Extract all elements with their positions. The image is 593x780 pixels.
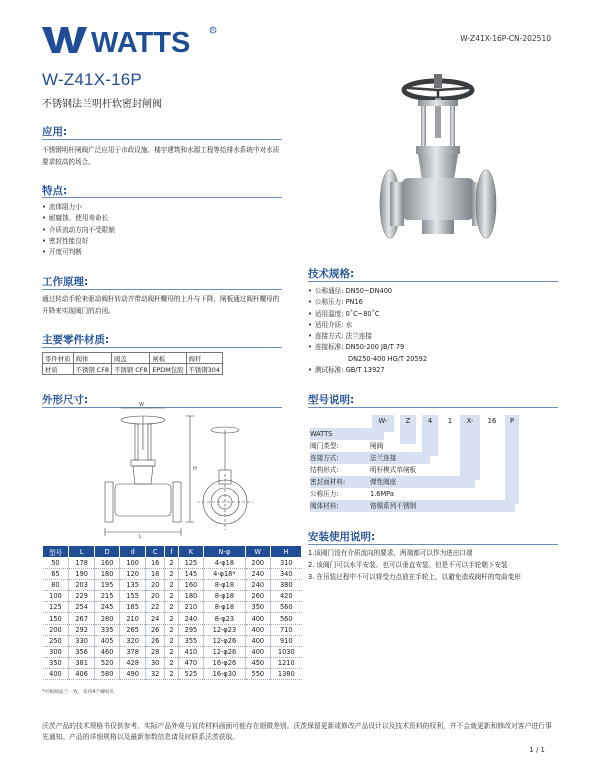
dimensions-cell: 490 <box>120 668 146 679</box>
dimensions-cell: 145 <box>178 569 204 580</box>
dimensions-cell: 125 <box>178 558 204 569</box>
materials-header-row <box>43 353 223 364</box>
dimensions-cell: 267 <box>69 613 95 624</box>
dimensions-header-row <box>43 546 302 558</box>
dimensions-cell: 1030 <box>271 646 302 657</box>
dimensions-cell: 120 <box>120 569 146 580</box>
dimensions-cell: 180 <box>178 591 204 602</box>
materials-cell: 零件材质 <box>43 353 74 364</box>
dimensions-cell: 400 <box>245 646 271 657</box>
dimensions-cell: 400 <box>245 624 271 635</box>
install-item: 2. 该阀门可以水平安装、也可以垂直安装。但是不可以手轮朝下安装 <box>308 561 508 569</box>
dimensions-row <box>43 580 302 591</box>
dimension-drawing <box>95 402 255 540</box>
dimensions-cell: 203 <box>69 580 95 591</box>
dimensions-cell: 320 <box>120 635 146 646</box>
dimensions-body <box>43 558 302 680</box>
model-row-seal: 密封面材料: 弹性阀座 <box>310 478 397 486</box>
materials-cell: 不锈钢304 <box>186 364 222 375</box>
materials-cell: 不锈钢 CF8 <box>73 364 111 375</box>
dimensions-cell: 265 <box>120 624 146 635</box>
dimensions-cell: 356 <box>69 646 95 657</box>
dimensions-cell: 335 <box>94 624 120 635</box>
spec-item: DN250-400 HG/T 20592 <box>348 354 428 363</box>
dimensions-cell: 2 <box>165 624 178 635</box>
dimensions-cell: 280 <box>94 613 120 624</box>
dim-col-header: N-φ <box>204 546 245 558</box>
dimensions-cell: 560 <box>271 602 302 613</box>
install-rule <box>308 544 558 545</box>
specs-heading: 技术规格: <box>308 268 355 280</box>
dimensions-cell: 32 <box>145 668 164 679</box>
dimensions-heading: 外形尺寸: <box>42 394 89 406</box>
dimensions-cell: 150 <box>43 613 69 624</box>
dimensions-cell: 80 <box>43 580 69 591</box>
dimensions-cell: 400 <box>245 635 271 646</box>
feature-item: • 开度可判断 <box>42 247 115 258</box>
dimensions-cell: 8-φ18 <box>204 591 245 602</box>
dimensions-cell: 378 <box>120 646 146 657</box>
dimensions-cell: 550 <box>245 668 271 679</box>
dimensions-cell: 350 <box>245 602 271 613</box>
dim-col-header: H <box>271 546 302 558</box>
dimensions-cell: 410 <box>178 646 204 657</box>
materials-cell: 阀盖 <box>111 353 149 364</box>
dimensions-cell: 1210 <box>271 657 302 668</box>
dimensions-cell: 190 <box>69 569 95 580</box>
dim-col-header: K <box>178 546 204 558</box>
model-code-p: P <box>505 415 519 428</box>
dimensions-row <box>43 635 302 646</box>
features-rule <box>42 197 282 198</box>
dimensions-row <box>43 646 302 657</box>
dimensions-cell: 4-φ18 <box>204 558 245 569</box>
valve-product-image <box>378 70 498 250</box>
svg-text:W: W <box>139 402 144 408</box>
model-code-1: 1 <box>447 417 453 425</box>
dimensions-cell: 470 <box>178 657 204 668</box>
dimensions-cell: 300 <box>43 646 69 657</box>
dimensions-cell: 12-φ23 <box>204 624 245 635</box>
application-text: 不锈钢明杆闸阀广泛应用于市政设施、楼宇建筑和水源工程等给排水系统中对水质要求较高的场合。 <box>42 146 280 166</box>
dimensions-row <box>43 602 302 613</box>
dimensions-cell: 100 <box>120 558 146 569</box>
dimensions-row <box>43 657 302 668</box>
dimensions-cell: 2 <box>165 569 178 580</box>
model-row-body-material: 阀体材料: 铬镍系列不锈钢 <box>310 502 417 510</box>
dimensions-cell: 520 <box>94 657 120 668</box>
working-heading: 工作原理: <box>42 276 89 288</box>
dimensions-cell: 2 <box>165 668 178 679</box>
model-heading: 型号说明: <box>308 394 355 406</box>
dimensions-cell: 200 <box>43 624 69 635</box>
dimensions-cell: 215 <box>94 591 120 602</box>
model-code-16: 16 <box>487 417 497 425</box>
dimensions-cell: 460 <box>94 646 120 657</box>
dimensions-cell: 28 <box>145 646 164 657</box>
dimensions-cell: 16-φ26 <box>204 657 245 668</box>
dimensions-cell: 560 <box>271 613 302 624</box>
dimensions-cell: 50 <box>43 558 69 569</box>
dimensions-cell: 330 <box>69 635 95 646</box>
dimensions-cell: 428 <box>120 657 146 668</box>
dimensions-cell: 525 <box>178 668 204 679</box>
dimensions-cell: 400 <box>245 613 271 624</box>
model-code-x: X- <box>460 415 480 428</box>
dimensions-row <box>43 668 302 679</box>
dim-col-header: 型号 <box>43 546 69 558</box>
spec-item: • 适用温度: 0˚C~80˚C <box>308 309 427 320</box>
spec-item: • 测试标准: GB/T 13927 <box>308 365 427 376</box>
dimensions-cell: 2 <box>165 657 178 668</box>
dimensions-cell: 580 <box>94 668 120 679</box>
dimensions-cell: 2 <box>165 613 178 624</box>
dimensions-table <box>42 545 302 680</box>
install-item: 3. 在吊装过程中不可以将受力点放在手轮上，以避免造成阀杆的弯曲变形 <box>308 573 521 581</box>
dim-col-header: W <box>245 546 271 558</box>
svg-text:WATTS: WATTS <box>91 27 191 59</box>
model-code-z: Z <box>400 415 416 428</box>
dimensions-cell: 160 <box>94 558 120 569</box>
dimensions-cell: 2 <box>165 635 178 646</box>
document-code: W-Z41X-16P-CN-202510 <box>460 34 551 43</box>
dimensions-cell: 185 <box>120 602 146 613</box>
dimensions-cell: 310 <box>271 558 302 569</box>
dimensions-cell: 65 <box>43 569 69 580</box>
dimensions-cell: 125 <box>43 602 69 613</box>
specs-rule <box>308 281 558 282</box>
footer-disclaimer: 沃茨产品的技术规格书仅供参考。实际产品外观与宣传材料画面可能存在细微差别。沃茨保留更新或修改产品设计以及技术资料的权利，并不会就更新和修改对客户进行事先通知。产品的详细规格以及最新参数信息请及时联系沃茨获取。 <box>42 722 552 741</box>
feature-item: • 耐腐蚀、使用寿命长 <box>42 213 115 224</box>
dimensions-cell: 420 <box>271 591 302 602</box>
model-row-brand: WATTS <box>310 430 333 438</box>
materials-heading: 主要零件材质: <box>42 334 110 346</box>
dimensions-cell: 210 <box>178 602 204 613</box>
svg-text:R: R <box>211 27 215 33</box>
dimensions-cell: 16-φ30 <box>204 668 245 679</box>
page-number: 1 / 1 <box>529 746 545 754</box>
dim-col-header: D <box>94 546 120 558</box>
svg-text:L: L <box>139 534 142 540</box>
model-code-4: 4 <box>422 415 438 428</box>
dimensions-cell: 8-φ18 <box>204 602 245 613</box>
feature-item: • 密封性能良好 <box>42 236 115 247</box>
dimensions-cell: 210 <box>120 613 146 624</box>
dimensions-cell: 180 <box>94 569 120 580</box>
dimensions-cell: 710 <box>271 624 302 635</box>
dimensions-cell: 2 <box>165 591 178 602</box>
dimensions-cell: 160 <box>178 580 204 591</box>
dimensions-cell: 2 <box>165 580 178 591</box>
dimensions-row <box>43 569 302 580</box>
dimensions-cell: 229 <box>69 591 95 602</box>
materials-cell: 材质 <box>43 364 74 375</box>
dimensions-cell: 135 <box>120 580 146 591</box>
dimensions-cell: 20 <box>145 580 164 591</box>
dimensions-cell: 406 <box>69 668 95 679</box>
product-title: W-Z41X-16P <box>42 70 142 89</box>
dimensions-cell: 381 <box>69 657 95 668</box>
install-item: 1.该阀门没有介质流向的要求，两端都可以作为进出口端 <box>308 549 473 557</box>
feature-item: • 流体阻力小 <box>42 202 115 213</box>
dimensions-row <box>43 613 302 624</box>
dimensions-cell: 2 <box>165 602 178 613</box>
feature-item: • 介质流动方向不受限制 <box>42 225 115 236</box>
dimensions-cell: 240 <box>178 613 204 624</box>
install-list <box>308 547 568 583</box>
materials-cell: 阀体 <box>73 353 111 364</box>
model-row-pressure: 公称压力: 1.6MPa <box>310 490 394 498</box>
materials-cell: EPDM包胶 <box>150 364 186 375</box>
features-list <box>42 202 115 258</box>
materials-cell: 不锈钢 CF8 <box>111 364 149 375</box>
spec-item: • 连接方式: 法兰连接 <box>308 331 427 342</box>
dimensions-cell: 295 <box>178 624 204 635</box>
dim-col-header: L <box>69 546 95 558</box>
model-row-structure: 结构形式: 明杆楔式单闸板 <box>310 466 417 474</box>
dimensions-cell: 350 <box>43 657 69 668</box>
features-heading: 特点: <box>42 185 68 197</box>
working-rule <box>42 289 282 290</box>
dimensions-cell: 254 <box>69 602 95 613</box>
spec-item: • 连接标准: DN50-200 JB/T 79 <box>308 342 427 353</box>
dimensions-cell: 24 <box>145 613 164 624</box>
dimensions-cell: 26 <box>145 635 164 646</box>
dimensions-cell: 22 <box>145 602 164 613</box>
spec-item: • 适用介质: 水 <box>308 320 427 331</box>
dimensions-cell: 450 <box>245 657 271 668</box>
dimensions-cell: 20 <box>145 591 164 602</box>
dimensions-row <box>43 624 302 635</box>
materials-table <box>42 352 223 375</box>
model-code-w: W- <box>372 415 394 428</box>
dimensions-row <box>43 591 302 602</box>
dimensions-cell: 292 <box>69 624 95 635</box>
model-row-type: 阀门类型: 闸阀 <box>310 442 384 450</box>
dimensions-cell: 240 <box>245 569 271 580</box>
dimensions-cell: 30 <box>145 657 164 668</box>
specs-list <box>308 286 427 376</box>
dimensions-note: *可根据法兰一致，采用4个螺栓孔 <box>42 690 115 695</box>
model-rule <box>308 407 558 408</box>
dimensions-cell: 12-φ26 <box>204 646 245 657</box>
application-rule <box>42 139 282 140</box>
dimensions-cell: 8-φ18 <box>204 580 245 591</box>
dimensions-cell: 2 <box>165 558 178 569</box>
dimensions-cell: 178 <box>69 558 95 569</box>
dimensions-cell: 26 <box>145 624 164 635</box>
materials-cell: 阀杆 <box>186 353 222 364</box>
dimensions-cell: 195 <box>94 580 120 591</box>
materials-value-row <box>43 364 223 375</box>
dimensions-cell: 2 <box>165 646 178 657</box>
dimensions-cell: 260 <box>245 591 271 602</box>
materials-rule <box>42 347 282 348</box>
model-row-connection: 连接方式: 法兰连接 <box>310 454 397 462</box>
application-heading: 应用: <box>42 126 68 138</box>
dimensions-cell: 910 <box>271 635 302 646</box>
dimensions-cell: 100 <box>43 591 69 602</box>
dimensions-cell: 380 <box>271 580 302 591</box>
dimensions-cell: 340 <box>271 569 302 580</box>
dimensions-cell: 4-φ18* <box>204 569 245 580</box>
dimensions-cell: 405 <box>94 635 120 646</box>
spec-item: • 公称压力: PN16 <box>308 297 427 308</box>
product-subtitle: 不锈钢法兰明杆软密封闸阀 <box>42 99 162 110</box>
dimensions-cell: 250 <box>43 635 69 646</box>
dim-col-header: d <box>120 546 146 558</box>
svg-text:H: H <box>193 466 197 472</box>
watts-logo <box>42 25 217 59</box>
dimensions-cell: 400 <box>43 668 69 679</box>
dimensions-cell: 18 <box>145 569 164 580</box>
dimensions-cell: 200 <box>245 558 271 569</box>
dimensions-cell: 155 <box>120 591 146 602</box>
dimensions-row <box>43 558 302 569</box>
dim-col-header: f <box>165 546 178 558</box>
dimensions-cell: 1380 <box>271 668 302 679</box>
dimensions-cell: 245 <box>94 602 120 613</box>
dimensions-cell: 16 <box>145 558 164 569</box>
dimensions-cell: 12-φ26 <box>204 635 245 646</box>
spec-item: • 公称通径: DN50~DN400 <box>308 286 427 297</box>
dimensions-cell: 8-φ23 <box>204 613 245 624</box>
install-heading: 安装使用说明: <box>308 531 376 543</box>
dimensions-cell: 240 <box>245 580 271 591</box>
materials-cell: 闸板 <box>150 353 186 364</box>
dim-col-header: C <box>145 546 164 558</box>
working-text: 通过转动手轮来驱动阀杆转动并带动阀杆螺母的上升与下降，闸板通过阀杆螺母的升降来实现阀门的启闭。 <box>42 295 280 315</box>
dimensions-cell: 355 <box>178 635 204 646</box>
